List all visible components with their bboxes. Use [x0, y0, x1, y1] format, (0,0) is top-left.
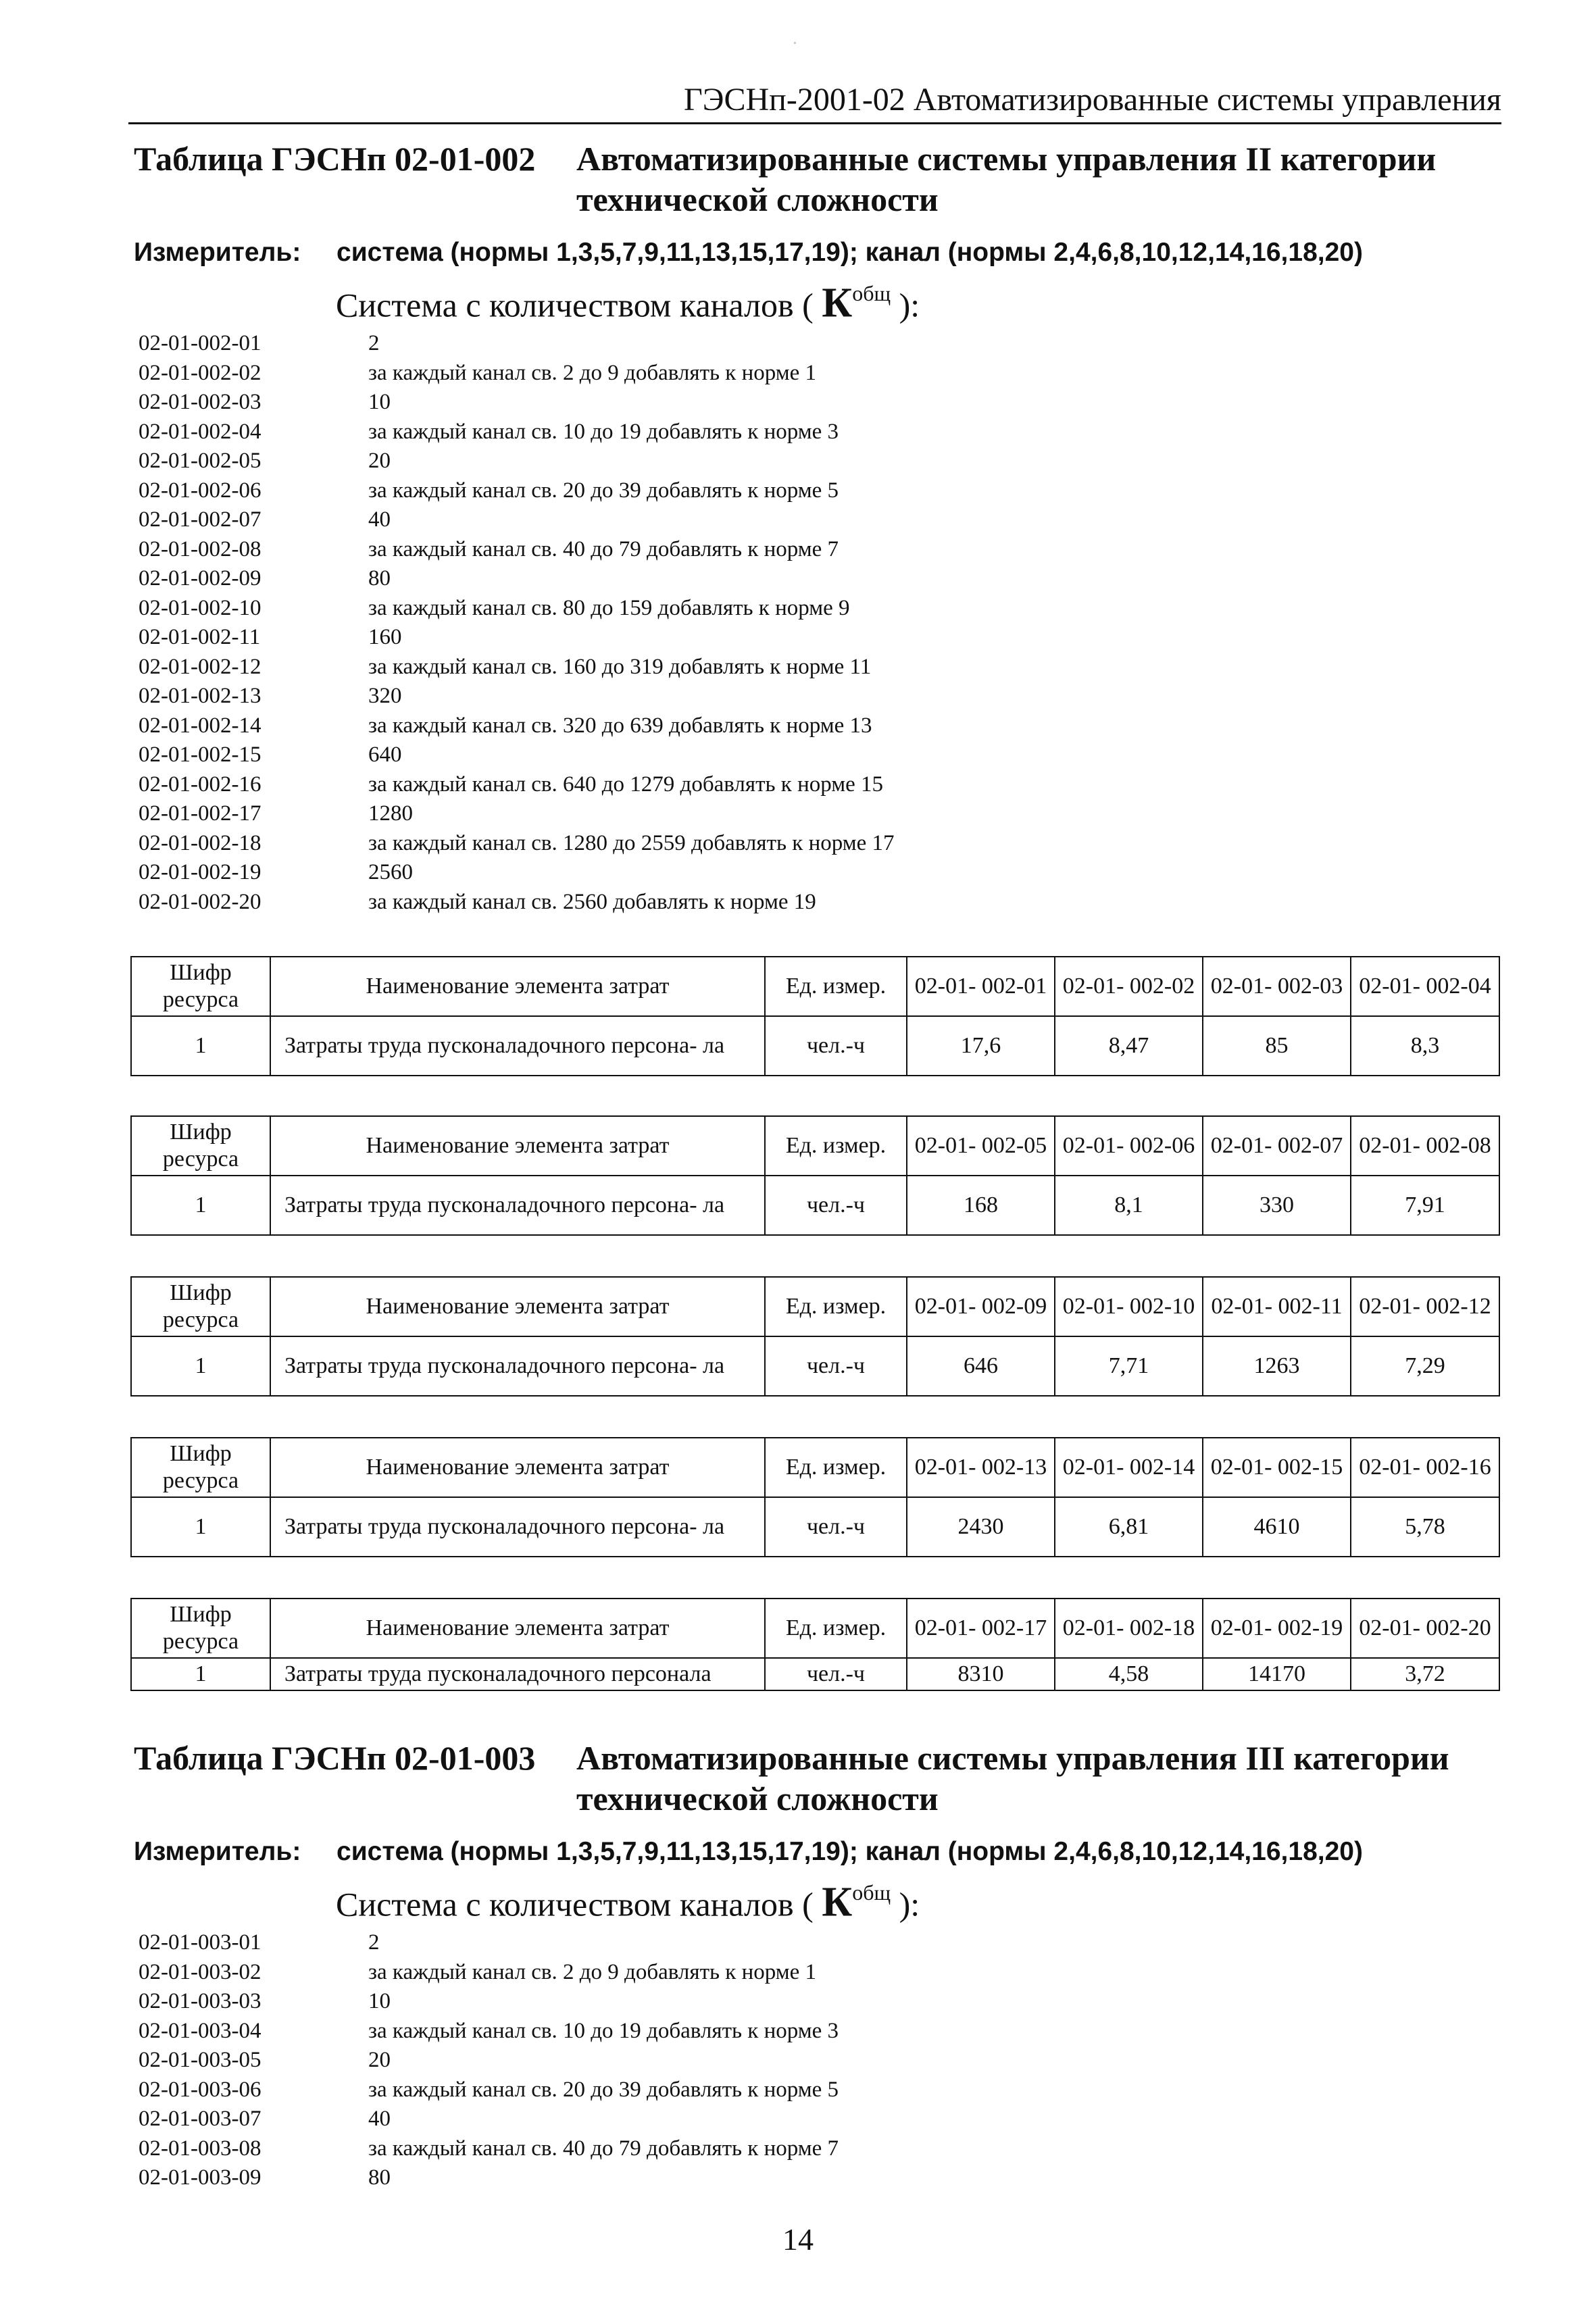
- row-value: 2430: [907, 1497, 1055, 1557]
- table-003-system-line: [336, 1876, 920, 1925]
- row-code: 1: [131, 1176, 270, 1235]
- running-header: ГЭСНп-2001-02 Автоматизированные системы управления: [684, 82, 1501, 118]
- table-row: [131, 1658, 1499, 1690]
- resource-table-5: [130, 1598, 1500, 1691]
- norm-row: [139, 476, 1220, 506]
- col-code-header: Шифр ресурса: [131, 1116, 270, 1176]
- norm-desc: 80: [368, 566, 391, 590]
- row-value: 330: [1203, 1176, 1351, 1235]
- row-name: Затраты труда пусконаладочного персона- ла: [270, 1497, 765, 1557]
- table-002-title: Автоматизированные системы управления II категории технической сложности: [576, 140, 1437, 218]
- norm-row: [139, 594, 1220, 624]
- norm-row: [139, 447, 1220, 476]
- table-002-label: Таблица ГЭСНп 02-01-002: [134, 140, 536, 178]
- meter-label: Измеритель:: [134, 238, 301, 267]
- norm-header: 02-01- 002-19: [1203, 1599, 1351, 1658]
- norm-header: 02-01- 002-06: [1055, 1116, 1203, 1176]
- norm-desc: за каждый канал св. 320 до 639 добавлять к норме 13: [368, 713, 872, 738]
- resource-table-header-row: [131, 1599, 1499, 1658]
- norm-desc: 20: [368, 2048, 391, 2072]
- col-name-header: Наименование элемента затрат: [270, 957, 765, 1016]
- norm-desc: за каждый канал св. 2560 добавлять к норме 19: [368, 889, 816, 914]
- norm-header: 02-01- 002-15: [1203, 1438, 1351, 1497]
- norm-desc: 160: [368, 625, 402, 649]
- norm-desc: 40: [368, 507, 391, 532]
- norm-desc: 2560: [368, 860, 413, 884]
- norm-code: 02-01-003-09: [139, 2165, 261, 2190]
- norm-code: 02-01-003-07: [139, 2107, 261, 2131]
- norm-code: 02-01-002-01: [139, 331, 261, 355]
- k-symbol: К: [822, 280, 853, 326]
- norm-desc: за каждый канал св. 160 до 319 добавлять к норме 11: [368, 654, 872, 679]
- row-name: Затраты труда пусконаладочного персона- ла: [270, 1336, 765, 1396]
- row-value: 8,3: [1351, 1016, 1499, 1076]
- col-name-header: Наименование элемента затрат: [270, 1599, 765, 1658]
- norm-header: 02-01- 002-18: [1055, 1599, 1203, 1658]
- table-row: [131, 1336, 1499, 1396]
- norm-row: [139, 2017, 1220, 2046]
- system-prefix: Система с количеством каналов (: [336, 1885, 814, 1923]
- table-003-title: Автоматизированные системы управления III категории технической сложности: [576, 1739, 1449, 1817]
- col-unit-header: Ед. измер.: [765, 957, 907, 1016]
- row-value: 7,29: [1351, 1336, 1499, 1396]
- norm-row: [139, 2134, 1220, 2164]
- row-code: 1: [131, 1497, 270, 1557]
- norm-code: 02-01-002-13: [139, 684, 261, 708]
- norm-row: [139, 2076, 1220, 2105]
- norm-header: 02-01- 002-10: [1055, 1277, 1203, 1336]
- norm-header: 02-01- 002-17: [907, 1599, 1055, 1658]
- norm-code: 02-01-003-06: [139, 2077, 261, 2102]
- norm-code: 02-01-003-04: [139, 2018, 261, 2043]
- table-003-norm-list: [139, 1928, 1220, 2193]
- norm-header: 02-01- 002-14: [1055, 1438, 1203, 1497]
- page-number: 14: [782, 2222, 814, 2257]
- norm-code: 02-01-002-06: [139, 478, 261, 503]
- norm-row: [139, 564, 1220, 594]
- col-unit-header: Ед. измер.: [765, 1438, 907, 1497]
- norm-row: [139, 2105, 1220, 2134]
- row-name: Затраты труда пусконаладочного персона- ла: [270, 1016, 765, 1076]
- norm-row: [139, 623, 1220, 653]
- norm-desc: за каждый канал св. 10 до 19 добавлять к норме 3: [368, 2018, 839, 2043]
- system-suffix: ):: [899, 286, 920, 324]
- table-003-label: Таблица ГЭСНп 02-01-003: [134, 1739, 536, 1777]
- row-unit: чел.-ч: [765, 1497, 907, 1557]
- norm-code: 02-01-002-09: [139, 566, 261, 590]
- norm-header: 02-01- 002-09: [907, 1277, 1055, 1336]
- row-name: Затраты труда пусконаладочного персонала: [270, 1658, 765, 1690]
- norm-row: [139, 505, 1220, 535]
- norm-desc: за каждый канал св. 2 до 9 добавлять к норме 1: [368, 360, 817, 385]
- norm-header: 02-01- 002-01: [907, 957, 1055, 1016]
- norm-row: [139, 2163, 1220, 2193]
- norm-row: [139, 858, 1220, 888]
- norm-row: [139, 653, 1220, 682]
- norm-header: 02-01- 002-04: [1351, 957, 1499, 1016]
- row-value: 646: [907, 1336, 1055, 1396]
- norm-row: [139, 1928, 1220, 1958]
- header-rule: [128, 122, 1501, 124]
- norm-code: 02-01-002-04: [139, 419, 261, 444]
- norm-row: [139, 888, 1220, 917]
- table-row: [131, 1176, 1499, 1235]
- resource-table-header-row: [131, 1438, 1499, 1497]
- col-unit-header: Ед. измер.: [765, 1599, 907, 1658]
- norm-row: [139, 388, 1220, 418]
- norm-code: 02-01-002-11: [139, 625, 261, 649]
- norm-header: 02-01- 002-12: [1351, 1277, 1499, 1336]
- norm-desc: за каждый канал св. 2 до 9 добавлять к норме 1: [368, 1959, 817, 1984]
- norm-code: 02-01-002-17: [139, 801, 261, 826]
- norm-code: 02-01-002-03: [139, 390, 261, 414]
- norm-desc: за каждый канал св. 80 до 159 добавлять к норме 9: [368, 595, 850, 620]
- row-value: 7,71: [1055, 1336, 1203, 1396]
- norm-code: 02-01-002-16: [139, 772, 261, 797]
- col-name-header: Наименование элемента затрат: [270, 1438, 765, 1497]
- norm-code: 02-01-002-07: [139, 507, 261, 532]
- norm-header: 02-01- 002-16: [1351, 1438, 1499, 1497]
- meter-value: система (нормы 1,3,5,7,9,11,13,15,17,19); канал (нормы 2,4,6,8,10,12,14,16,18,20): [336, 238, 1363, 267]
- col-code-header: Шифр ресурса: [131, 957, 270, 1016]
- table-row: [131, 1016, 1499, 1076]
- norm-code: 02-01-003-08: [139, 2136, 261, 2161]
- norm-row: [139, 2046, 1220, 2076]
- resource-table-2: [130, 1115, 1500, 1236]
- system-prefix: Система с количеством каналов (: [336, 286, 814, 324]
- norm-desc: за каждый канал св. 10 до 19 добавлять к норме 3: [368, 419, 839, 444]
- norm-code: 02-01-002-02: [139, 360, 261, 385]
- norm-code: 02-01-002-18: [139, 830, 261, 855]
- norm-code: 02-01-003-02: [139, 1959, 261, 1984]
- norm-desc: 40: [368, 2107, 391, 2131]
- resource-table-1: [130, 956, 1500, 1076]
- norm-header: 02-01- 002-07: [1203, 1116, 1351, 1176]
- norm-code: 02-01-002-14: [139, 713, 261, 738]
- row-code: 1: [131, 1336, 270, 1396]
- norm-code: 02-01-002-10: [139, 595, 261, 620]
- norm-header: 02-01- 002-11: [1203, 1277, 1351, 1336]
- norm-desc: за каждый канал св. 40 до 79 добавлять к норме 7: [368, 2136, 839, 2161]
- resource-table-header-row: [131, 1277, 1499, 1336]
- norm-code: 02-01-003-01: [139, 1930, 261, 1955]
- norm-row: [139, 682, 1220, 711]
- norm-code: 02-01-002-08: [139, 536, 261, 561]
- col-code-header: Шифр ресурса: [131, 1599, 270, 1658]
- row-value: 8,47: [1055, 1016, 1203, 1076]
- resource-table-header-row: [131, 957, 1499, 1016]
- norm-row: [139, 740, 1220, 770]
- row-value: 3,72: [1351, 1658, 1499, 1690]
- col-code-header: Шифр ресурса: [131, 1277, 270, 1336]
- norm-code: 02-01-002-05: [139, 449, 261, 473]
- norm-desc: за каждый канал св. 1280 до 2559 добавлять к норме 17: [368, 830, 895, 855]
- norm-desc: за каждый канал св. 20 до 39 добавлять к норме 5: [368, 2077, 839, 2102]
- row-value: 85: [1203, 1016, 1351, 1076]
- table-002-system-line: [336, 277, 920, 326]
- norm-header: 02-01- 002-13: [907, 1438, 1055, 1497]
- row-name: Затраты труда пусконаладочного персона- ла: [270, 1176, 765, 1235]
- resource-table-4: [130, 1437, 1500, 1557]
- row-value: 6,81: [1055, 1497, 1203, 1557]
- norm-desc: 10: [368, 1989, 391, 2013]
- norm-code: 02-01-003-05: [139, 2048, 261, 2072]
- norm-header: 02-01- 002-08: [1351, 1116, 1499, 1176]
- row-value: 14170: [1203, 1658, 1351, 1690]
- norm-desc: 20: [368, 449, 391, 473]
- row-value: 8310: [907, 1658, 1055, 1690]
- norm-row: [139, 535, 1220, 565]
- norm-desc: 10: [368, 390, 391, 414]
- norm-code: 02-01-002-19: [139, 860, 261, 884]
- norm-header: 02-01- 002-20: [1351, 1599, 1499, 1658]
- norm-code: 02-01-002-15: [139, 743, 261, 767]
- table-row: [131, 1497, 1499, 1557]
- col-unit-header: Ед. измер.: [765, 1116, 907, 1176]
- norm-desc: 2: [368, 331, 380, 355]
- row-value: 8,1: [1055, 1176, 1203, 1235]
- row-unit: чел.-ч: [765, 1658, 907, 1690]
- norm-header: 02-01- 002-05: [907, 1116, 1055, 1176]
- row-value: 1263: [1203, 1336, 1351, 1396]
- system-suffix: ):: [899, 1885, 920, 1923]
- norm-desc: 1280: [368, 801, 413, 826]
- col-name-header: Наименование элемента затрат: [270, 1277, 765, 1336]
- row-value: 168: [907, 1176, 1055, 1235]
- resource-table-header-row: [131, 1116, 1499, 1176]
- row-value: 7,91: [1351, 1176, 1499, 1235]
- norm-row: [139, 418, 1220, 447]
- row-code: 1: [131, 1658, 270, 1690]
- norm-row: [139, 829, 1220, 859]
- col-unit-header: Ед. измер.: [765, 1277, 907, 1336]
- row-unit: чел.-ч: [765, 1176, 907, 1235]
- norm-desc: 2: [368, 1930, 380, 1955]
- norm-header: 02-01- 002-03: [1203, 957, 1351, 1016]
- norm-code: 02-01-002-12: [139, 654, 261, 679]
- norm-code: 02-01-002-20: [139, 889, 261, 914]
- meter-label: Измеритель:: [134, 1837, 301, 1866]
- row-value: 5,78: [1351, 1497, 1499, 1557]
- col-code-header: Шифр ресурса: [131, 1438, 270, 1497]
- norm-row: [139, 711, 1220, 741]
- row-code: 1: [131, 1016, 270, 1076]
- norm-row: [139, 770, 1220, 800]
- norm-row: [139, 1958, 1220, 1988]
- norm-row: [139, 799, 1220, 829]
- table-002-norm-list: [139, 329, 1220, 917]
- norm-row: [139, 1987, 1220, 2017]
- norm-row: [139, 359, 1220, 388]
- norm-desc: за каждый канал св. 640 до 1279 добавлять к норме 15: [368, 772, 884, 797]
- row-unit: чел.-ч: [765, 1016, 907, 1076]
- row-unit: чел.-ч: [765, 1336, 907, 1396]
- row-value: 17,6: [907, 1016, 1055, 1076]
- scan-artifact: [794, 42, 796, 44]
- norm-desc: за каждый канал св. 40 до 79 добавлять к норме 7: [368, 536, 839, 561]
- norm-desc: 640: [368, 743, 402, 767]
- norm-header: 02-01- 002-02: [1055, 957, 1203, 1016]
- k-superscript: общ: [852, 281, 891, 305]
- norm-row: [139, 329, 1220, 359]
- norm-desc: 80: [368, 2165, 391, 2190]
- k-superscript: общ: [852, 1880, 891, 1905]
- meter-value: система (нормы 1,3,5,7,9,11,13,15,17,19); канал (нормы 2,4,6,8,10,12,14,16,18,20): [336, 1837, 1363, 1866]
- row-value: 4,58: [1055, 1658, 1203, 1690]
- col-name-header: Наименование элемента затрат: [270, 1116, 765, 1176]
- row-value: 4610: [1203, 1497, 1351, 1557]
- k-symbol: К: [822, 1879, 853, 1926]
- norm-code: 02-01-003-03: [139, 1989, 261, 2013]
- norm-desc: 320: [368, 684, 402, 708]
- norm-desc: за каждый канал св. 20 до 39 добавлять к норме 5: [368, 478, 839, 503]
- resource-table-3: [130, 1276, 1500, 1397]
